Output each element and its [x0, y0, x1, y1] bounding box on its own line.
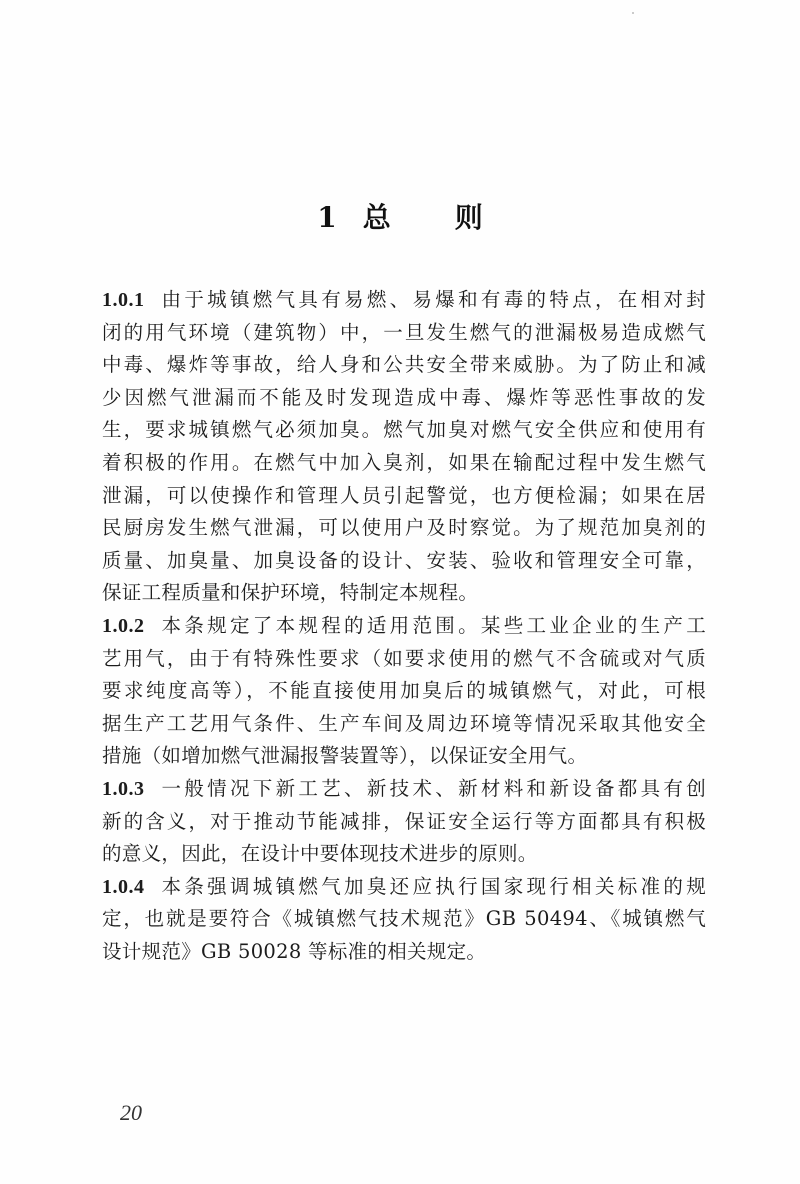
chapter-title-char-2: 则: [454, 201, 483, 234]
clause-text: 本条规定了本规程的适用范围。某些工业企业的生产工: [158, 613, 706, 637]
clause-line: 生，要求城镇燃气必须加臭。燃气加臭对燃气安全供应和使用有: [102, 418, 706, 442]
clause-line: [102, 773, 706, 806]
clause-number: 1.0.1: [102, 289, 145, 311]
clause-number: 1.0.2: [102, 614, 145, 637]
clause-line: 保证工程质量和保护环境，特制定本规程。: [102, 581, 479, 605]
page-number: 20: [120, 1100, 142, 1125]
clause-text: 由于城镇燃气具有易燃、易爆和有毒的特点，在相对封: [158, 288, 706, 311]
clause-line: 艺用气，由于有特殊性要求（如要求使用的燃气不含硫或对气质: [102, 646, 706, 670]
clause-line: 要求纯度高等），不能直接使用加臭后的城镇燃气，对此，可根: [102, 679, 706, 703]
clause-line: 民厨房发生燃气泄漏，可以使用户及时察觉。为了规范加臭剂的: [102, 516, 706, 540]
clause-line: 的意义，因此，在设计中要体现技术进步的原则。: [102, 842, 538, 866]
clause-line: 中毒、爆炸等事故，给人身和公共安全带来威胁。为了防止和减: [102, 353, 706, 377]
chapter-number: 1: [317, 201, 337, 234]
chapter-title-char-1: 总: [362, 201, 391, 234]
clause-1-0-4: [102, 871, 706, 969]
clause-line: 据生产工艺用气条件、生产车间及周边环境等情况采取其他安全: [102, 711, 706, 735]
clause-line: 定，也就是要符合《城镇燃气技术规范》GB 50494、《城镇燃气: [102, 907, 706, 931]
clause-text: 一般情况下新工艺、新技术、新材料和新设备都具有创: [158, 776, 706, 800]
clause-text: 本条强调城镇燃气加臭还应执行国家现行相关标准的规: [158, 874, 706, 898]
clause-number: 1.0.3: [102, 777, 145, 800]
clause-line: [102, 871, 706, 904]
clause-line: 泄漏，可以使操作和管理人员引起警觉，也方便检漏；如果在居: [102, 483, 706, 507]
scan-speck: [632, 12, 634, 14]
clause-line: 设计规范》GB 50028 等标准的相关规定。: [102, 939, 487, 963]
clause-line: [102, 610, 706, 643]
clause-1-0-2: [102, 610, 706, 773]
chapter-title: [0, 196, 800, 236]
clause-line: 着积极的作用。在燃气中加入臭剂，如果在输配过程中发生燃气: [102, 450, 706, 474]
clause-1-0-1: [102, 284, 706, 610]
chapter-body: [102, 284, 706, 968]
clause-line: 新的含义，对于推动节能减排，保证安全运行等方面都具有积极: [102, 809, 706, 833]
clause-line: 质量、加臭量、加臭设备的设计、安装、验收和管理安全可靠，: [102, 548, 706, 572]
clause-1-0-3: [102, 773, 706, 871]
clause-line: 闭的用气环境（建筑物）中，一旦发生燃气的泄漏极易造成燃气: [102, 320, 706, 344]
clause-line: 措施（如增加燃气泄漏报警装置等），以保证安全用气。: [102, 744, 588, 768]
clause-line: [102, 284, 706, 317]
clause-number: 1.0.4: [102, 875, 145, 898]
clause-line: 少因燃气泄漏而不能及时发现造成中毒、爆炸等恶性事故的发: [102, 385, 706, 409]
